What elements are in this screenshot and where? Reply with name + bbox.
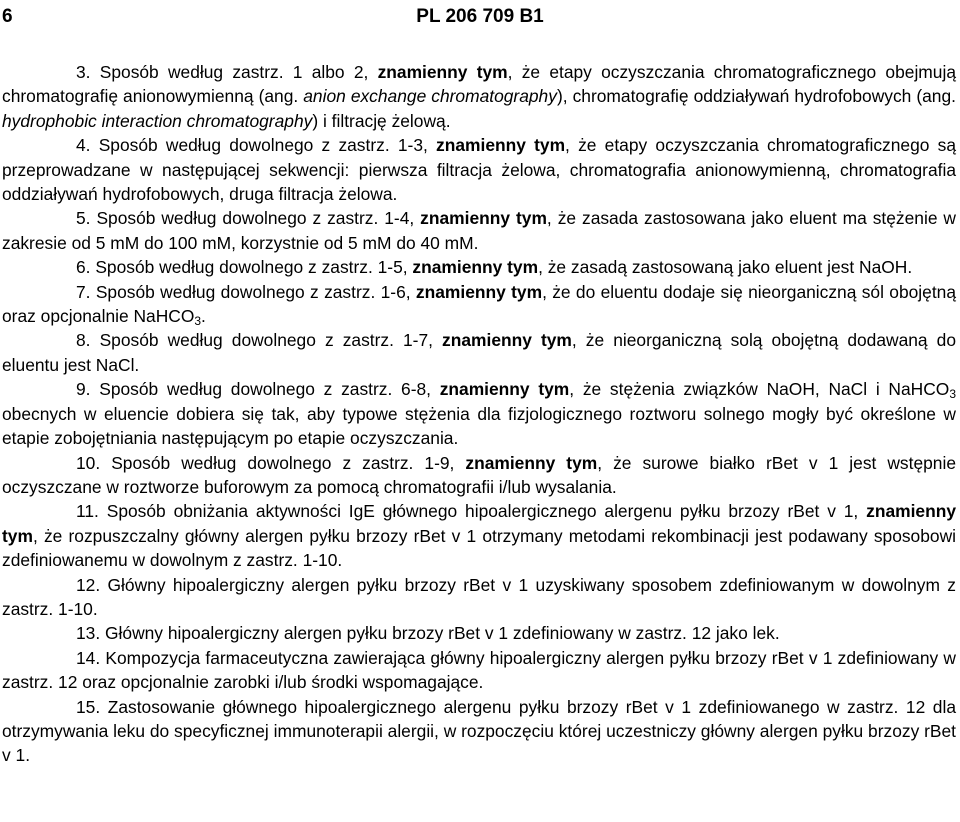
claim-keyword: znamienny tym: [442, 330, 572, 351]
claim-12: 12. Główny hipoalergiczny alergen pyłku brzozy rBet v 1 uzyskiwany sposobem zdefiniowanym w dowolnym z zastrz. 1-10.: [2, 574, 956, 619]
claims-text: [2, 60, 956, 768]
claim-keyword: znamienny tym: [436, 135, 566, 156]
claim-10: 10. Sposób według dowolnego z zastrz. 1-9, znamienny tym, że surowe białko rBet v 1 jest wstępnie oczyszczane w roztworze buforowym za pomocą chromatografii i/lub wysalania.: [2, 452, 957, 497]
claim-keyword: znamienny tym: [420, 208, 547, 229]
claim-13: 13. Główny hipoalergiczny alergen pyłku brzozy rBet v 1 zdefiniowany w zastrz. 12 jako lek.: [76, 623, 780, 644]
claim-keyword: znamienny tym: [439, 379, 570, 400]
claim-keyword: znamienny tym: [412, 257, 539, 278]
claim-5: 5. Sposób według dowolnego z zastrz. 1-4, znamienny tym, że zasada zastosowana jako eluent ma stężenie w zakresie od 5 mM do 100 mM, korzystnie od 5 mM do 40 mM.: [2, 208, 956, 253]
subscript: 3: [194, 314, 202, 329]
claim-keyword: znamienny tym: [377, 62, 508, 82]
claim-14: 14. Kompozycja farmaceutyczna zawierająca główny hipoalergiczny alergen pyłku brzozy rBet v 1 zdefiniowany w zastrz. 12 oraz opcjonalnie zarobki i/lub środki wspomagające.: [2, 647, 956, 693]
subscript: 3: [949, 387, 956, 402]
claim-keyword: znamienny tym: [465, 452, 598, 473]
claim-7: 7. Sposób według dowolnego z zastrz. 1-6, znamienny tym, że do eluentu dodaje się nieorganiczną sól obojętną oraz opcjonalnie NaHCO$_3$.: [2, 281, 956, 329]
claim-keyword: znamienny tym: [415, 281, 543, 302]
claim-9: 9. Sposób według dowolnego z zastrz. 6-8, znamienny tym, że stężenia związków NaOH, NaCl i NaHCO$_3$ obecnych w eluencie dobiera się tak, aby typowe stężenia dla fizjologicznego roztworu solnego mogły być określone w etapie zobojętniania następującym po etapie oczyszczania.: [2, 379, 956, 449]
claim-6: 6. Sposób według dowolnego z zastrz. 1-5, znamienny tym, że zasadą zastosowaną jako eluent jest NaOH.: [76, 257, 913, 278]
claim-3: 3. Sposób według zastrz. 1 albo 2, znamienny tym, że etapy oczyszczania chromatograficznego obejmują chromatografię anionowymienną (ang. anion exchange chromatography), chromatografię oddziaływań hydrofobowych (ang. hydrophobic interaction chromatography) i filtrację żelową.: [2, 62, 956, 131]
claim-8: 8. Sposób według dowolnego z zastrz. 1-7, znamienny tym, że nieorganiczną solą obojętną dodawaną do eluentu jest NaCl.: [2, 330, 956, 375]
english-term: hydrophobic interaction chromatography: [2, 110, 313, 131]
page-number: 6: [2, 6, 13, 27]
english-term: anion exchange chromatography: [303, 86, 557, 107]
claim-15: 15. Zastosowanie głównego hipoalergicznego alergenu pyłku brzozy rBet v 1 zdefiniowanego w zastrz. 12 dla otrzymywania leku do specyficznej immunoterapii alergii, w rozpoczęciu której uczestniczy główny alergen pyłku brzozy rBet v 1.: [2, 696, 956, 766]
page-header: [0, 6, 960, 30]
claim-11: 11. Sposób obniżania aktywności IgE głównego hipoalergicznego alergenu pyłku brzozy rBet v 1, znamienny tym, że rozpuszczalny główny alergen pyłku brzozy rBet v 1 otrzymany metodami rekombinacji jest podawany sposobowi zdefiniowanemu w dowolnym z zastrz. 1-10.: [2, 501, 956, 571]
claim-keyword: znamienny tym: [2, 501, 956, 546]
patent-number: PL 206 709 B1: [416, 6, 544, 27]
claim-4: 4. Sposób według dowolnego z zastrz. 1-3, znamienny tym, że etapy oczyszczania chromatograficznego są przeprowadzane w następującej sekwencji: pierwsza filtracja żelowa, chromatografia anionowymienną, chromatografia oddziaływań hydrofobowych, druga filtracja żelowa.: [2, 135, 956, 205]
